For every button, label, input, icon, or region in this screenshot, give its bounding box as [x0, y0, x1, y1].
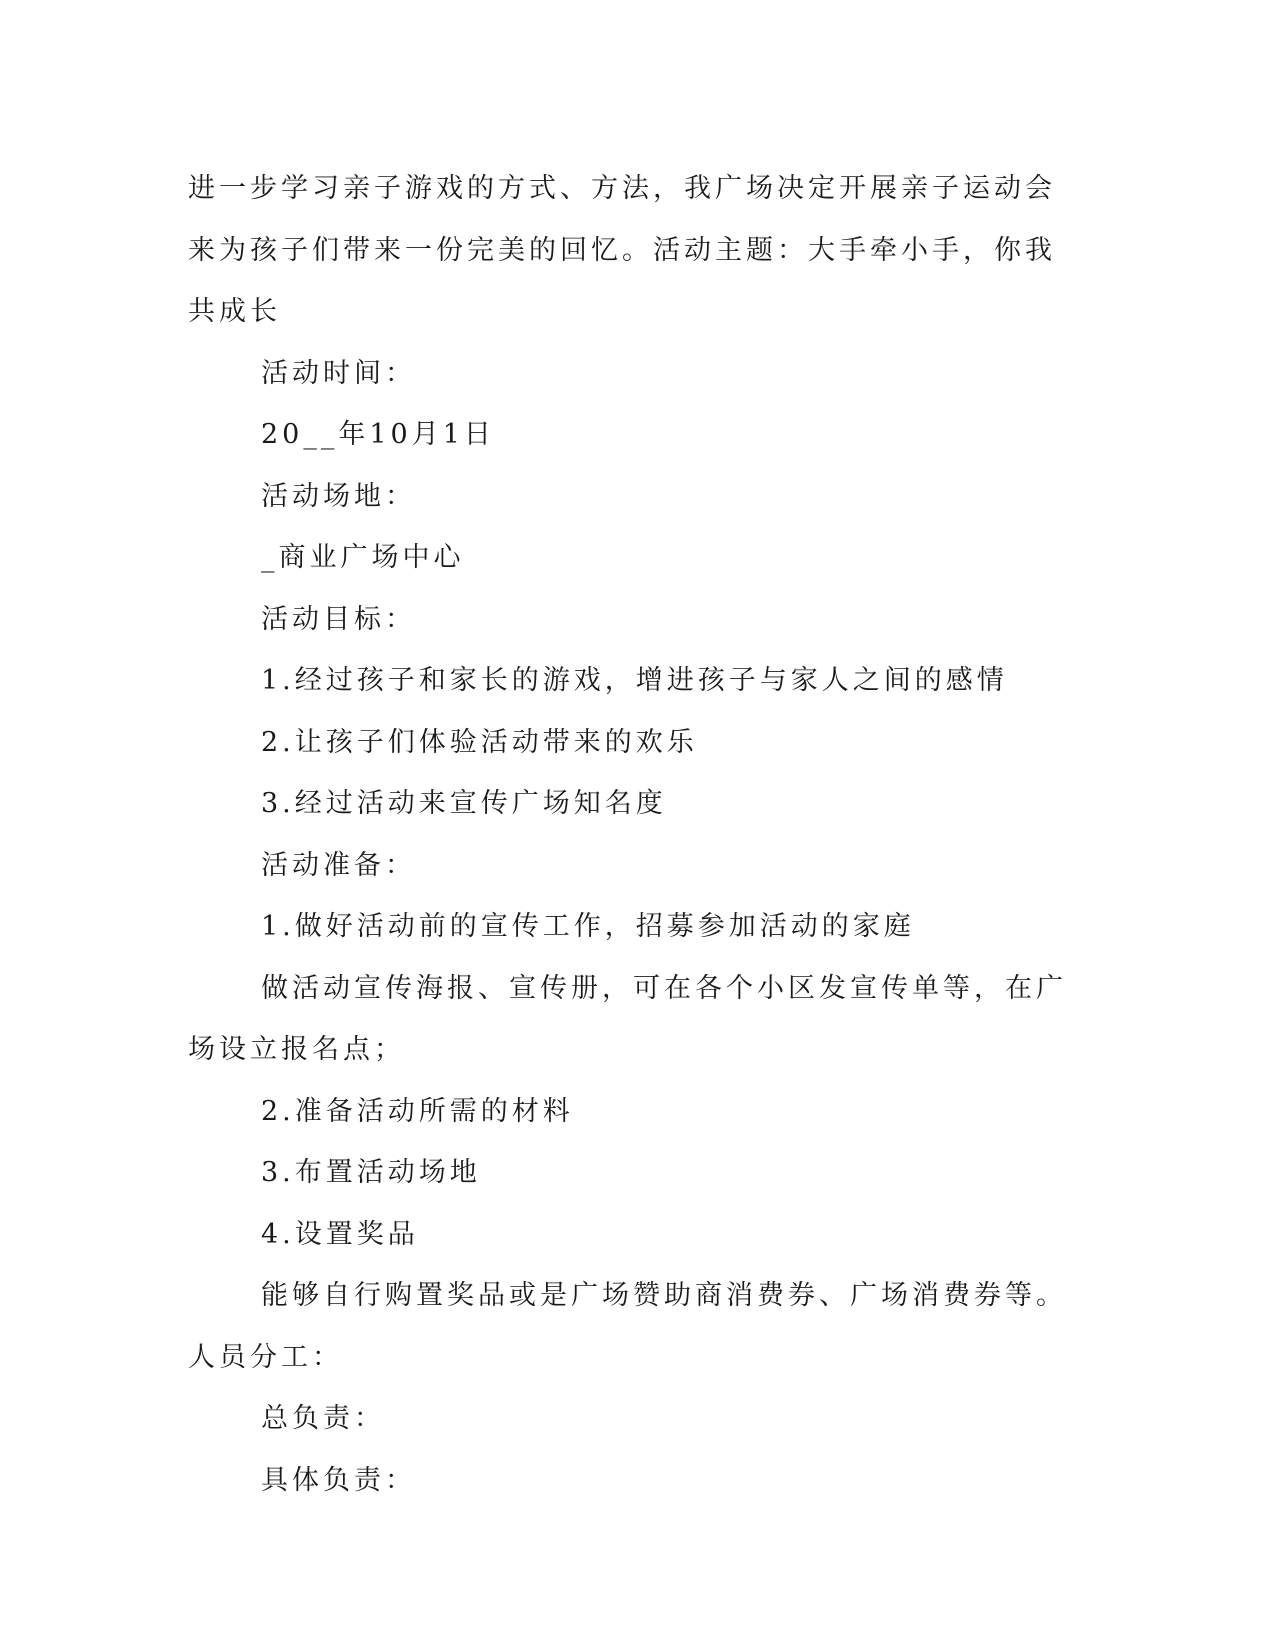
paragraph-prep-1-detail: 做活动宣传海报、宣传册，可在各个小区发宣传单等，在广场设立报名点；	[188, 972, 1067, 1065]
paragraph-prep-2: 2.准备活动所需的材料	[261, 1095, 574, 1127]
paragraph-prep-4: 4.设置奖品	[261, 1218, 419, 1250]
paragraph-time-value: 20__年10月1日	[261, 419, 495, 450]
paragraph-goals-heading: 活动目标：	[261, 603, 416, 635]
document-body	[188, 158, 1073, 1511]
paragraph-prep-1: 1.做好活动前的宣传工作，招募参加活动的家庭	[261, 911, 915, 942]
paragraph-prizes-detail: 能够自行购置奖品或是广场赞助商消费券、广场消费券等。人员分工：	[188, 1280, 1067, 1373]
paragraph-intro: 进一步学习亲子游戏的方式、方法，我广场决定开展亲子运动会来为孩子们带来一份完美的回忆。活动主题：大手牵小手，你我共成长	[188, 173, 1056, 327]
paragraph-lead: 总负责：	[261, 1403, 385, 1434]
paragraph-prep-heading: 活动准备：	[261, 849, 416, 881]
paragraph-time-heading: 活动时间：	[261, 357, 416, 389]
paragraph-goal-3: 3.经过活动来宣传广场知名度	[261, 788, 667, 819]
paragraph-prep-3: 3.布置活动场地	[261, 1157, 481, 1188]
paragraph-goal-2: 2.让孩子们体验活动带来的欢乐	[261, 726, 698, 758]
paragraph-venue-heading: 活动场地：	[261, 480, 416, 512]
paragraph-venue-value: _商业广场中心	[261, 542, 465, 573]
paragraph-goal-1: 1.经过孩子和家长的游戏，增进孩子与家人之间的感情	[261, 665, 1008, 696]
paragraph-specific-lead: 具体负责：	[261, 1464, 416, 1496]
